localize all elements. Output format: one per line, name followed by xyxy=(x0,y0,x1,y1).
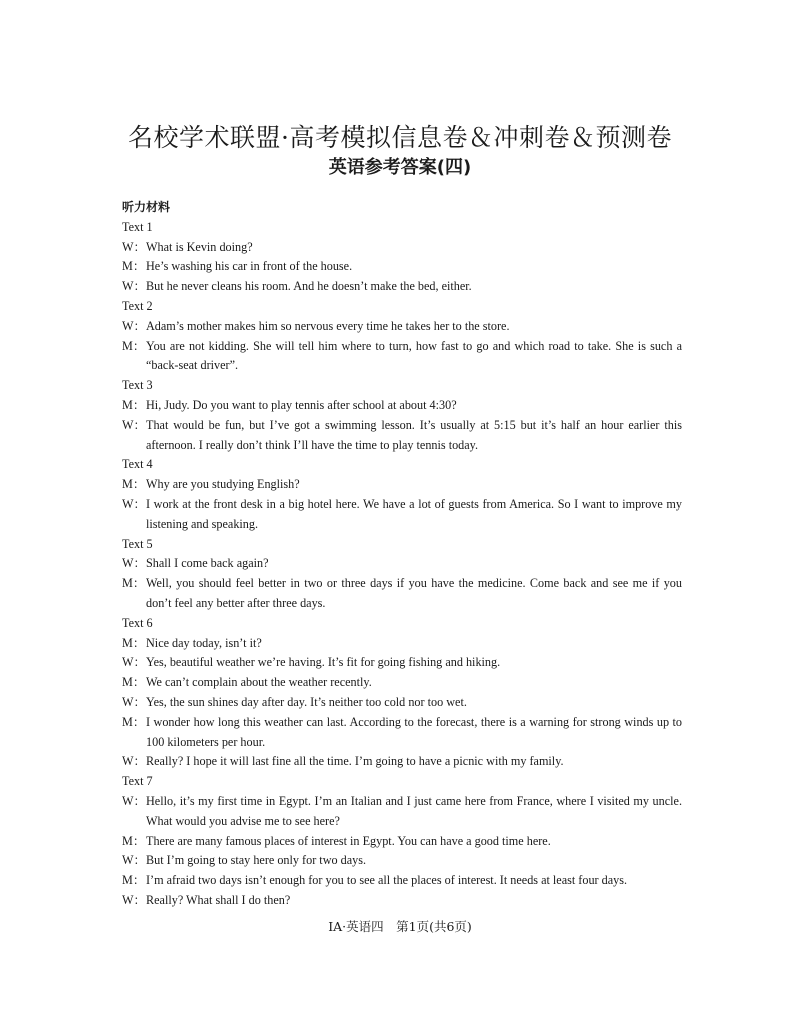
listening-transcript xyxy=(122,198,682,911)
dialogue-text: Nice day today, isn’t it? xyxy=(146,635,262,650)
text-label: Text 1 xyxy=(122,219,153,234)
dialogue-text: That would be fun, but I’ve got a swimming lesson. It’s usually at 5:15 but it’s half an hour earlier this afternoon. I really don’t think I’ll have the time to play tennis today. xyxy=(146,417,682,452)
dialogue-text: He’s washing his car in front of the house. xyxy=(146,259,353,274)
dialogue-text: But I’m going to stay here only for two days. xyxy=(146,853,367,868)
text-block xyxy=(122,772,682,911)
dialogue-line xyxy=(122,277,682,297)
dialogue-text: There are many famous places of interest in Egypt. You can have a good time here. xyxy=(146,833,551,848)
speaker-label: W： xyxy=(122,417,146,432)
document-title: 名校学术联盟·高考模拟信息卷＆冲刺卷＆预测卷 xyxy=(128,123,672,152)
dialogue-line xyxy=(122,317,682,337)
dialogue-text: Shall I come back again? xyxy=(146,556,269,571)
document-subtitle: 英语参考答案(四) xyxy=(328,157,472,178)
dialogue-line xyxy=(122,634,682,654)
speaker-label: W： xyxy=(122,694,146,709)
speaker-label: M： xyxy=(122,675,146,690)
texts-container xyxy=(122,218,682,911)
dialogue-line xyxy=(122,891,682,911)
section-heading: 听力材料 xyxy=(122,200,171,214)
dialogue-text: Really? I hope it will last fine all the time. I’m going to have a picnic with my family. xyxy=(146,754,564,769)
speaker-label: W： xyxy=(122,318,146,333)
text-block xyxy=(122,218,682,297)
text-label: Text 6 xyxy=(122,615,153,630)
dialogue-text: Really? What shall I do then? xyxy=(146,892,291,907)
dialogue-line xyxy=(122,475,682,495)
dialogue-line xyxy=(122,752,682,772)
dialogue-text: We can’t complain about the weather recently. xyxy=(146,675,372,690)
speaker-label: W： xyxy=(122,239,146,254)
dialogue-text: I wonder how long this weather can last. According to the forecast, there is a warning for strong winds up to 100 kilometers per hour. xyxy=(146,714,682,749)
text-label: Text 5 xyxy=(122,536,153,551)
dialogue-line xyxy=(122,396,682,416)
dialogue-text: I’m afraid two days isn’t enough for you to see all the places of interest. It needs at least four days. xyxy=(146,873,628,888)
speaker-label: W： xyxy=(122,853,146,868)
speaker-label: M： xyxy=(122,873,146,888)
dialogue-line xyxy=(122,337,682,377)
speaker-label: W： xyxy=(122,279,146,294)
dialogue-line xyxy=(122,673,682,693)
dialogue-line xyxy=(122,832,682,852)
speaker-label: M： xyxy=(122,576,146,591)
speaker-label: M： xyxy=(122,259,146,274)
dialogue-text: What is Kevin doing? xyxy=(146,239,253,254)
dialogue-text: You are not kidding. She will tell him where to turn, how fast to go and which road to take. She is such a “back-seat driver”. xyxy=(146,338,682,373)
dialogue-line xyxy=(122,851,682,871)
text-label: Text 3 xyxy=(122,378,153,393)
dialogue-text: Yes, beautiful weather we’re having. It’s fit for going fishing and hiking. xyxy=(146,655,501,670)
dialogue-text: Well, you should feel better in two or three days if you have the medicine. Come back and see me if you don’t feel any better after three days. xyxy=(146,576,682,610)
text-label: Text 7 xyxy=(122,774,153,789)
speaker-label: M： xyxy=(122,714,146,729)
speaker-label: W： xyxy=(122,556,146,571)
speaker-label: M： xyxy=(122,477,146,492)
dialogue-text: Why are you studying English? xyxy=(146,477,300,492)
dialogue-line xyxy=(122,495,682,535)
dialogue-text: Hi, Judy. Do you want to play tennis after school at about 4:30? xyxy=(146,397,457,412)
page-footer: ⅠA·英语四 第1页(共6页) xyxy=(328,919,472,934)
speaker-label: W： xyxy=(122,793,146,808)
dialogue-text: I work at the front desk in a big hotel here. We have a lot of guests from America. So I want to improve my listening and speaking. xyxy=(146,496,682,531)
dialogue-line xyxy=(122,257,682,277)
dialogue-line xyxy=(122,871,682,891)
dialogue-line xyxy=(122,713,682,753)
speaker-label: M： xyxy=(122,397,146,412)
text-block xyxy=(122,614,682,772)
text-block xyxy=(122,455,682,534)
dialogue-text: Yes, the sun shines day after day. It’s neither too cold nor too wet. xyxy=(146,694,467,709)
text-block xyxy=(122,297,682,376)
text-block xyxy=(122,376,682,455)
dialogue-line xyxy=(122,653,682,673)
speaker-label: W： xyxy=(122,655,146,670)
dialogue-line xyxy=(122,693,682,713)
text-label: Text 2 xyxy=(122,298,153,313)
speaker-label: W： xyxy=(122,892,146,907)
dialogue-text: Hello, it’s my first time in Egypt. I’m an Italian and I just came here from France, where I visited my uncle. What would you advise me to see here? xyxy=(146,793,682,828)
speaker-label: M： xyxy=(122,635,146,650)
dialogue-line xyxy=(122,792,682,832)
dialogue-line xyxy=(122,554,682,574)
speaker-label: M： xyxy=(122,833,146,848)
speaker-label: W： xyxy=(122,496,146,511)
text-block xyxy=(122,535,682,614)
dialogue-line xyxy=(122,574,682,614)
speaker-label: M： xyxy=(122,338,146,353)
dialogue-text: Adam’s mother makes him so nervous every time he takes her to the store. xyxy=(146,318,510,333)
dialogue-text: But he never cleans his room. And he doesn’t make the bed, either. xyxy=(146,279,472,294)
dialogue-line xyxy=(122,238,682,258)
speaker-label: W： xyxy=(122,754,146,769)
text-label: Text 4 xyxy=(122,457,153,472)
dialogue-line xyxy=(122,416,682,456)
